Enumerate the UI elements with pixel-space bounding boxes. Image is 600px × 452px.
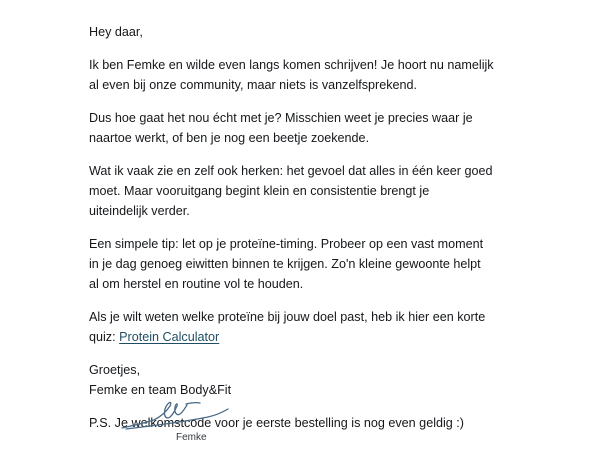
paragraph-line: Een simpele tip: let op je proteïne-timing. Probeer op een vast moment <box>89 237 484 251</box>
paragraph-line: al om herstel en routine vol te houden. <box>89 277 304 291</box>
paragraph-tip <box>89 234 529 294</box>
paragraph-line: Ik ben Femke en wilde even langs komen schrijven! Je hoort nu namelijk <box>89 58 494 72</box>
quiz-prefix: quiz: <box>89 330 120 344</box>
paragraph-question <box>89 108 529 148</box>
paragraph-intro <box>89 55 529 95</box>
paragraph-line: naartoe werkt, of ben je nog een beetje zoekende. <box>89 131 370 145</box>
greeting-text: Hey daar, <box>89 25 143 39</box>
paragraph-line: uiteindelijk verder. <box>89 204 190 218</box>
protein-calculator-link[interactable]: Protein Calculator <box>119 330 220 344</box>
signature-icon <box>120 392 240 437</box>
paragraph-progress <box>89 161 529 221</box>
closing-greeting: Groetjes, <box>89 363 141 377</box>
paragraph-line: al even bij onze community, maar niets is vanzelfsprekend. <box>89 78 418 92</box>
paragraph-line: Wat ik vaak zie en zelf ook herken: het gevoel dat alles in één keer goed <box>89 164 493 178</box>
greeting <box>89 22 529 42</box>
paragraph-line: Als je wilt weten welke proteïne bij jouw doel past, heb ik hier een korte <box>89 310 486 324</box>
paragraph-line: moet. Maar vooruitgang begint klein en consistentie brengt je <box>89 184 430 198</box>
paragraph-line: Dus hoe gaat het nou écht met je? Misschien weet je precies waar je <box>89 111 473 125</box>
paragraph-calculator <box>89 307 529 347</box>
paragraph-line-with-link <box>89 327 529 347</box>
signature-name: Femke <box>176 432 207 443</box>
postscript-text: P.S. Je welkomstcode voor je eerste bestelling is nog even geldig :) <box>89 416 464 430</box>
paragraph-line: in je dag genoeg eiwitten binnen te krijgen. Zo'n kleine gewoonte helpt <box>89 257 481 271</box>
closing-team: Femke en team Body&Fit <box>89 383 232 397</box>
